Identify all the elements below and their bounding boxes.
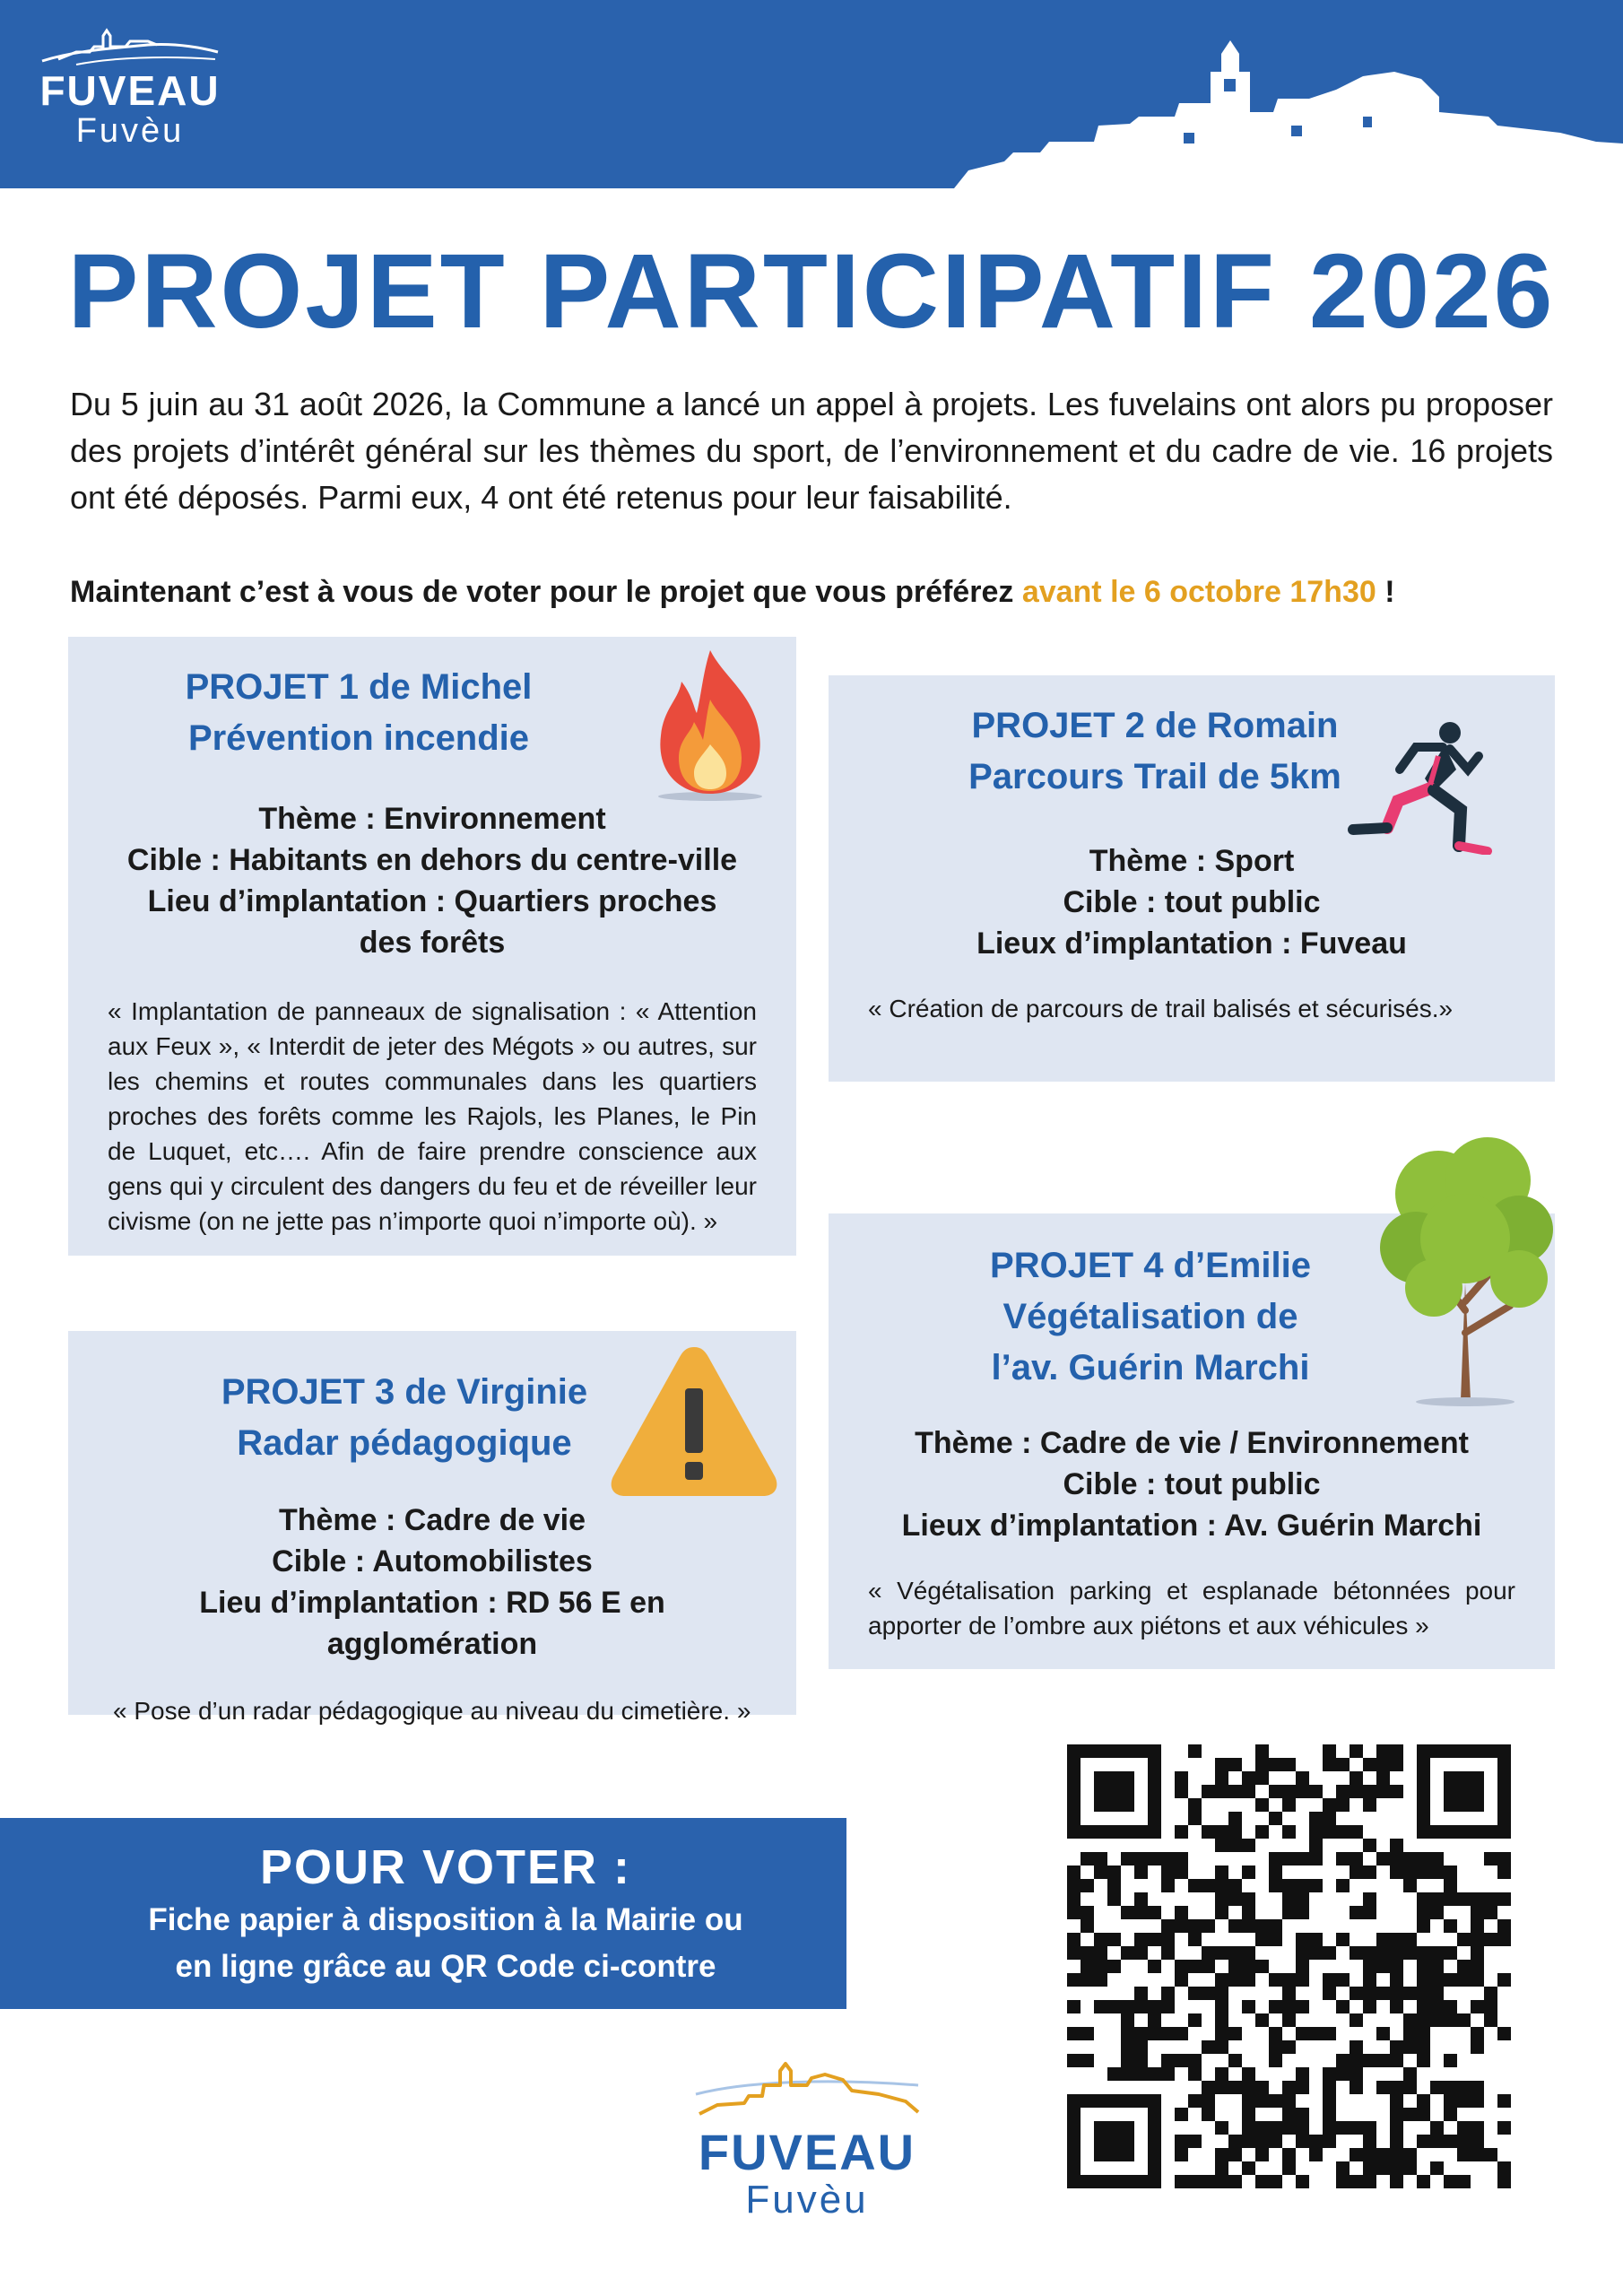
project-3-title-line-2: Radar pédagogique (237, 1423, 572, 1463)
footer-logo-subtitle: Fuvèu (745, 2178, 869, 2222)
project-4-theme: Thème : Cadre de vie / Environnement (915, 1426, 1469, 1460)
project-3-title-line-1: PROJET 3 de Virginie (221, 1372, 588, 1412)
vote-title: POUR VOTER : (259, 1840, 632, 1894)
project-2-title-line-1: PROJET 2 de Romain (971, 706, 1339, 745)
vote-deadline: avant le 6 octobre 17h30 (1021, 575, 1376, 609)
vote-line-1: Fiche papier à disposition à la Mairie ou (148, 1902, 743, 1937)
project-3-theme: Thème : Cadre de vie (278, 1503, 586, 1537)
project-3-quote: « Pose d’un radar pédagogique au niveau du cimetière. » (113, 1697, 751, 1725)
project-3-lieu: Lieu d’implantation : RD 56 E en agglomération (199, 1586, 665, 1661)
callout-end: ! (1384, 575, 1395, 609)
callout-text: Maintenant c’est à vous de voter pour le projet que vous préférez (70, 575, 1014, 609)
warning-icon (606, 1342, 782, 1500)
project-4-title-line-3: l’av. Guérin Marchi (991, 1348, 1310, 1387)
qr-code-icon[interactable] (1067, 1744, 1511, 2188)
tree-icon (1376, 1131, 1555, 1409)
project-2-quote: « Création de parcours de trail balisés et sécurisés.» (868, 995, 1454, 1022)
project-card-3 (68, 1331, 796, 1725)
fuveau-footer-skyline-icon (690, 2058, 924, 2121)
intro-paragraph: Du 5 juin au 31 août 2026, la Commune a lancé un appel à projets. Les fuvelains ont alors pu proposer des projets d’intérêt général sur les thèmes du sport, de l’environnement et du cadre de vie. 16 projets ont été déposés. Parmi eux, 4 ont été retenus pour leur faisabilité. (70, 386, 1553, 516)
fire-icon (647, 646, 773, 803)
project-1-theme: Thème : Environnement (258, 802, 606, 836)
project-card-4 (829, 1213, 1555, 1669)
project-4-quote: « Végétalisation parking et esplanade bétonnées pour apporter de l’ombre aux piétons et aux véhicules » (868, 1577, 1515, 1639)
runner-icon (1344, 720, 1506, 855)
vote-box (0, 1818, 846, 2009)
project-1-title-line-1: PROJET 1 de Michel (185, 667, 533, 707)
project-2-lieu: Lieux d’implantation : Fuveau (976, 926, 1407, 961)
village-skyline-icon (950, 27, 1623, 188)
logo-name: FUVEAU (39, 67, 221, 114)
project-2-title (922, 700, 1388, 803)
project-3-title (171, 1367, 638, 1469)
project-1-cible: Cible : Habitants en dehors du centre-ville (126, 843, 738, 877)
logo-subtitle: Fuvèu (75, 112, 185, 150)
fuveau-skyline-logo-icon (40, 25, 220, 66)
vote-callout (70, 570, 1553, 614)
footer-logo-name: FUVEAU (698, 2124, 916, 2180)
project-4-cible: Cible : tout public (1063, 1467, 1321, 1501)
project-4-lieu: Lieux d’implantation : Av. Guérin Marchi (901, 1509, 1482, 1543)
project-1-title-line-2: Prévention incendie (187, 718, 530, 758)
footer-logo[interactable] (686, 2058, 928, 2238)
project-card-1 (68, 637, 796, 1256)
project-2-theme: Thème : Sport (1089, 844, 1295, 878)
project-4-title-line-2: Végétalisation de (1002, 1297, 1298, 1336)
project-4-title-line-1: PROJET 4 d’Emilie (990, 1246, 1311, 1285)
project-1-quote: « Implantation de panneaux de signalisation : « Attention aux Feux », « Interdit de jeter des Mégots » ou autres, sur les chemins et routes communales dans les quartiers proches des forêts comme les Rajols, les Planes, le Pin de Luquet, etc…. Afin de faire prendre conscience aux gens qui y circulent des dangers du feu et de réveiller leur civisme (on ne jette pas n’importe quoi n’importe où). » (108, 997, 757, 1235)
page-title: PROJET PARTICIPATIF 2026 (67, 232, 1556, 351)
project-4-title (917, 1240, 1384, 1394)
fuveau-logo[interactable] (27, 25, 233, 169)
project-2-title-line-2: Parcours Trail de 5km (968, 757, 1341, 796)
project-1-lieu: Lieu d’implantation : Quartiers proches des forêts (147, 884, 717, 960)
project-card-2 (829, 675, 1555, 1082)
vote-line-2: en ligne grâce au QR Code ci-contre (175, 1949, 716, 1984)
header-band (0, 0, 1623, 188)
project-2-cible: Cible : tout public (1063, 885, 1321, 919)
project-1-title (143, 662, 574, 764)
project-3-cible: Cible : Automobilistes (272, 1544, 593, 1578)
